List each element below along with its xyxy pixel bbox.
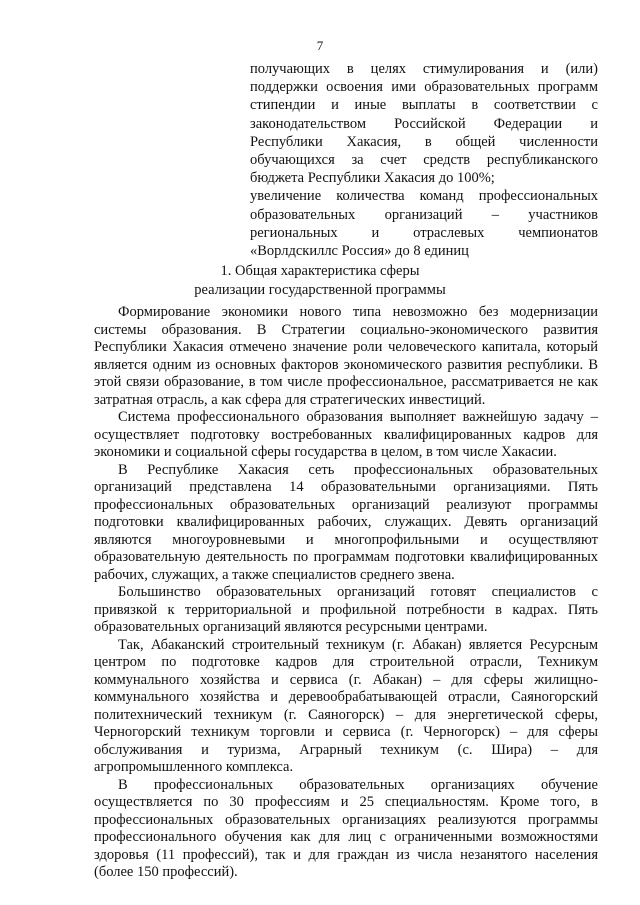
continued-list-block [250,60,598,260]
section-title-line: реализации государственной программы [194,281,446,298]
paragraph: В профессиональных образовательных организациях обучение осуществляется по 30 профессиям и 25 специальностям. Кроме того, в профессиональных образовательных организациях реализуются программы профессионального обучения как для лиц с ограниченными возможностями здоровья (11 профессий), так и для граждан из числа незанятого населения (более 150 профессий). [94,776,598,880]
list-item: увеличение количества команд профессиональных образовательных организаций – участников региональных и отраслевых чемпионатов «Ворлдскиллс Россия» до 8 единиц [250,188,598,260]
paragraph: В Республике Хакасия сеть профессиональных образовательных организаций представлена 14 образовательными организациями. Пять профессиональных образовательных организаций реализуют программы подготовки квалифицированных рабочих, служащих. Девять организаций являются многоуровневыми и многопрофильными и осуществляют образовательную деятельность по программам подготовки квалифицированных рабочих, служащих, а также специалистов среднего звена. [94,461,598,583]
paragraph: Так, Абаканский строительный техникум (г. Абакан) является Ресурсным центром по подготовке кадров для строительной отрасли, Техникум коммунального хозяйства и сервиса (г. Абакан) – для сферы жилищно-коммунального хозяйства и деревообрабатывающей отрасли, Саяногорский политехнический техникум (г. Саяногорск) – для энергетической сферы, Черногорский техникум торговли и сервиса (г. Черногорск) – для сферы обслуживания и туризма, Аграрный техникум (с. Шира) – для агропромышленного комплекса. [94,636,598,775]
page-number: 7 [316,38,324,53]
section-title-line: 1. Общая характеристика сферы [220,263,420,279]
paragraph: Большинство образовательных организаций готовят специалистов с привязкой к территориальной и профильной потребности в кадрах. Пять образовательных организаций являются ресурсными центрами. [94,584,598,635]
list-item: получающих в целях стимулирования и (или) поддержки освоения ими образовательных программ стипендии и иные выплаты в соответствии с законодательством Российской Федерации и Республики Хакасия, в общей численности обучающихся за счет средств республиканского бюджета Республики Хакасия до 100%; [250,61,598,187]
section-title [0,262,640,299]
paragraph: Формирование экономики нового типа невозможно без модернизации системы образования. В Стратегии социально-экономического развития Республики Хакасия отмечено значение роли человеческого капитала, который является одним из основных факторов экономического развития республики. В этой связи образование, в том числе профессиональное, рассматривается не как затратная отрасль, а как сфера для стратегических инвестиций. [94,304,598,408]
paragraph: Система профессионального образования выполняет важнейшую задачу – осуществляет подготовку востребованных квалифицированных кадров для экономики и социальной сферы государства в целом, в том числе Хакасии. [94,409,598,460]
body-text [94,304,598,882]
